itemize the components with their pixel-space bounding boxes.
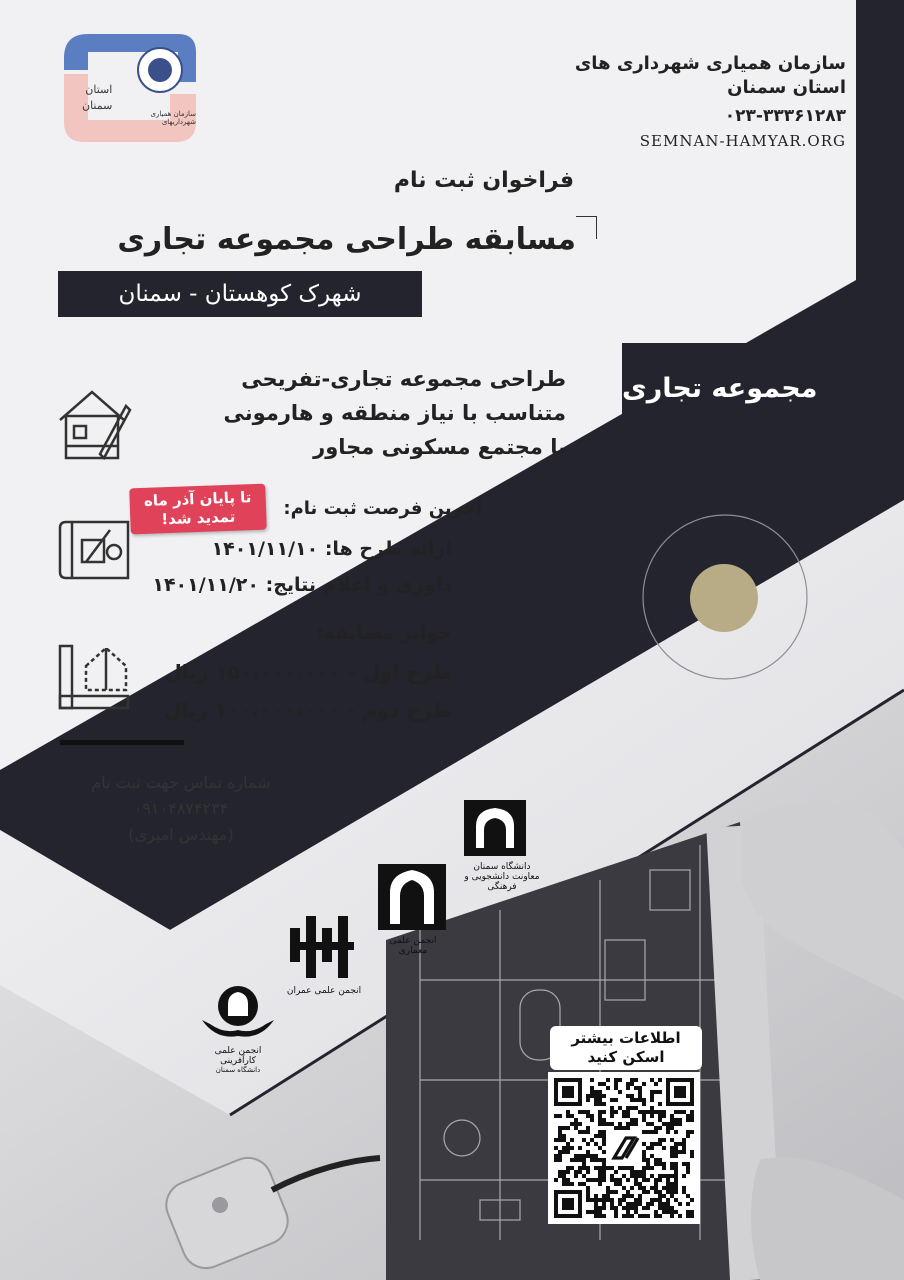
category-tag: مجموعه تجاری bbox=[622, 343, 904, 433]
semnan-university-logo bbox=[462, 798, 542, 892]
entrepreneurship-emblem-icon bbox=[196, 980, 280, 1042]
architecture-name: انجمن علمی معماری bbox=[389, 936, 437, 956]
qr-label-line-1: اطلاعات بیشتر bbox=[571, 1029, 681, 1047]
contact-label: شماره تماس جهت ثبت نام bbox=[91, 773, 271, 792]
architecture-emblem-icon bbox=[374, 862, 450, 932]
call-title: فراخوان ثبت نام bbox=[393, 168, 574, 193]
prize-first: طرح اول - ۱۵۰،۰۰۰،۰۰۰ ریال bbox=[164, 660, 452, 684]
date-results: داوری و اعلام نتایج: ۱۴۰۱/۱۱/۲۰ bbox=[152, 574, 452, 596]
qr-label-line-2: اسکن کنید bbox=[587, 1048, 665, 1066]
org-phone: ۰۲۳-۳۳۳۶۱۲۸۳ bbox=[724, 106, 846, 126]
qr-label bbox=[550, 1026, 702, 1070]
civil-name: انجمن علمی عمران bbox=[286, 986, 362, 996]
badge-line-1: تا پایان آذر ماه bbox=[143, 488, 252, 510]
entrepreneurship-association-logo bbox=[196, 980, 280, 1074]
blueprint-icon bbox=[58, 518, 132, 582]
university-name: دانشگاه سمنان bbox=[473, 862, 531, 872]
org-logo-shape bbox=[60, 30, 200, 144]
extension-badge bbox=[129, 484, 267, 535]
university-emblem-icon bbox=[462, 798, 528, 858]
org-logo bbox=[60, 30, 200, 144]
prize-second: طرح دوم - ۱۰۰،۰۰۰،۰۰۰ ریال bbox=[163, 698, 452, 722]
org-logo-text bbox=[82, 82, 112, 114]
entrepreneurship-sub: دانشگاه سمنان bbox=[215, 1066, 261, 1074]
main-title: مسابقه طراحی مجموعه تجاری bbox=[117, 222, 576, 257]
contact-phone[interactable]: ۰۹۱۰۴۸۷۴۲۳۴ bbox=[133, 799, 229, 818]
civil-emblem-icon bbox=[286, 912, 358, 982]
description-line-1: طراحی مجموعه تجاری-تفریحی bbox=[241, 367, 566, 391]
prizes-title: جوایز مسابقه: bbox=[316, 622, 452, 644]
title-bracket bbox=[576, 216, 597, 239]
logo-caption: سازمان همیاری شهرداریهای bbox=[150, 110, 196, 126]
qr-code[interactable] bbox=[548, 1072, 700, 1224]
description-line-3: با مجتمع مسکونی مجاور bbox=[313, 435, 566, 459]
contact-name: (مهندس امیری) bbox=[128, 825, 234, 844]
drafting-tools-icon bbox=[58, 642, 132, 712]
accent-circle bbox=[690, 564, 758, 632]
badge-line-2: تمدید شد! bbox=[160, 507, 236, 529]
house-design-icon bbox=[56, 386, 132, 462]
subtitle-bar: شهرک کوهستان - سمنان bbox=[58, 271, 422, 317]
description bbox=[106, 362, 566, 464]
description-line-2: متناسب با نیاز منطقه و هارمونی bbox=[223, 401, 566, 425]
qr-code-icon bbox=[554, 1078, 694, 1218]
logo-text-line-2: سمنان bbox=[82, 99, 113, 112]
logo-text-line-1: استان bbox=[85, 83, 113, 96]
contact-block bbox=[58, 770, 304, 848]
org-name: سازمان همیاری شهرداری های استان سمنان bbox=[574, 53, 846, 98]
deadline-label: آخرین فرصت ثبت نام: bbox=[283, 498, 482, 519]
org-website[interactable]: SEMNAN-HAMYAR.ORG bbox=[639, 132, 846, 150]
civil-association-logo bbox=[286, 912, 362, 996]
date-submission: ارائه طرح ها: ۱۴۰۱/۱۱/۱۰ bbox=[211, 538, 452, 560]
university-sub: معاونت دانشجویی و فرهنگی bbox=[464, 872, 540, 892]
architecture-association-logo bbox=[374, 862, 452, 956]
divider-rule bbox=[60, 740, 184, 745]
entrepreneurship-name: انجمن علمی کارآفرینی bbox=[214, 1046, 262, 1066]
